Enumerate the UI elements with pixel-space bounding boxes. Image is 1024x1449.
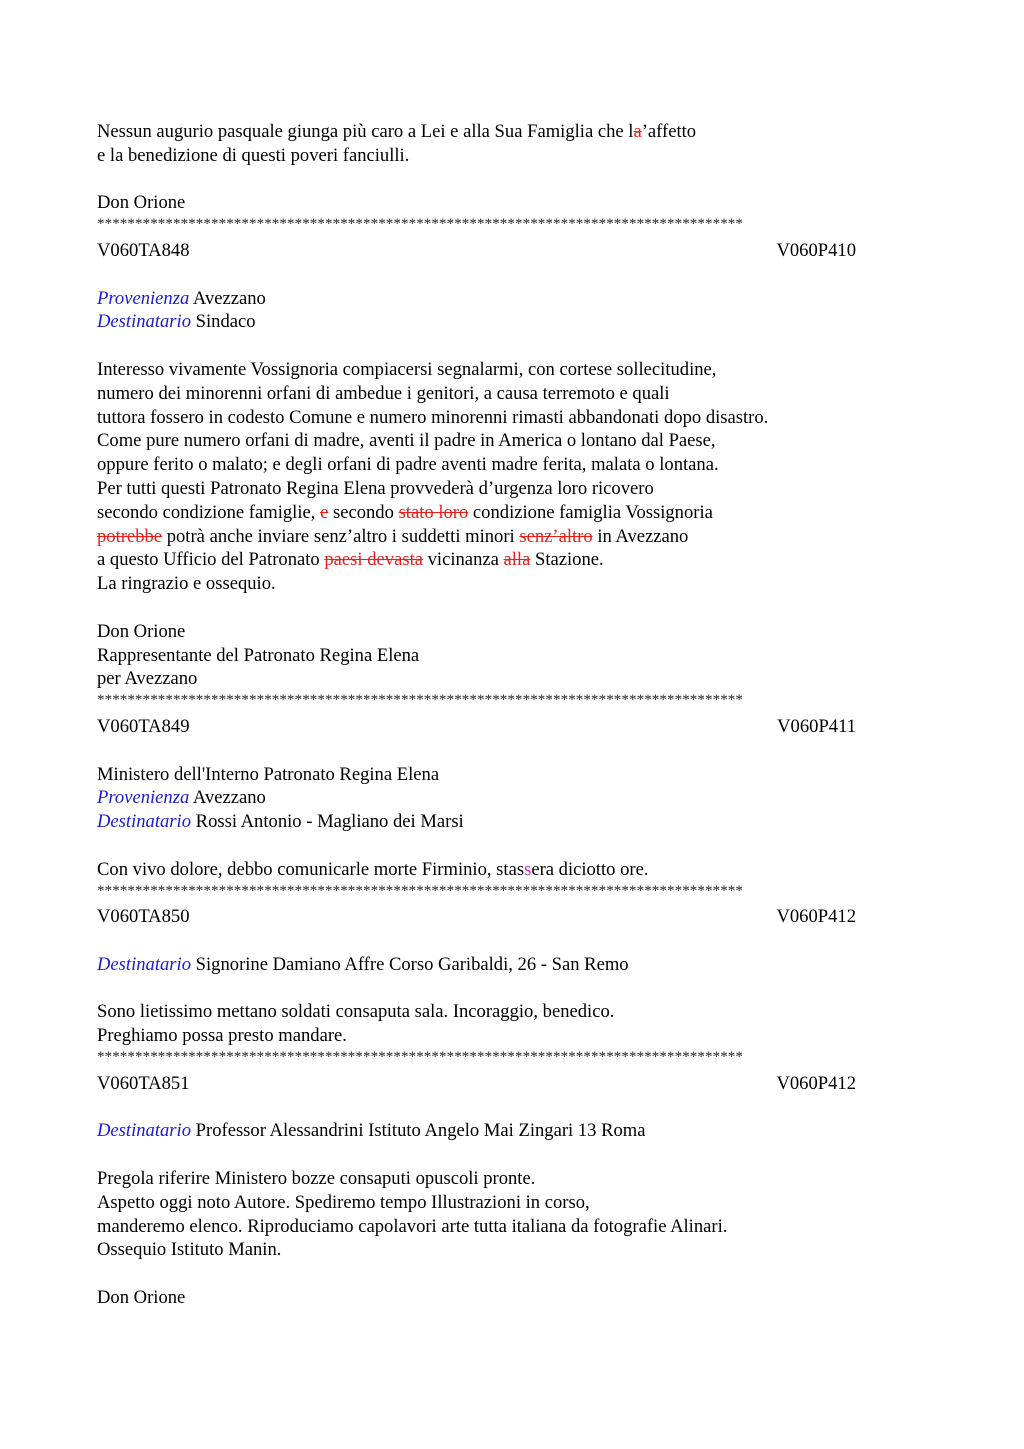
body-line bbox=[97, 548, 937, 572]
deleted-text: a bbox=[633, 121, 642, 142]
text: condizione famiglia Vossignoria bbox=[468, 501, 713, 523]
body-line bbox=[97, 858, 937, 882]
spacer bbox=[97, 168, 937, 192]
body-line: Sono lietissimo mettano soldati consaputa sala. Incoraggio, benedico. bbox=[97, 1001, 615, 1023]
recipient-label: Destinatario bbox=[97, 811, 192, 833]
text: a questo Ufficio del Patronato bbox=[97, 549, 325, 571]
provenance-line bbox=[97, 287, 937, 311]
page-code: V060P412 bbox=[776, 906, 856, 928]
signature-place: per Avezzano bbox=[97, 668, 198, 690]
inserted-text: s bbox=[524, 858, 532, 880]
signature: Don Orione bbox=[97, 1287, 186, 1309]
provenance-line bbox=[97, 786, 937, 810]
separator: ************************************************************************************* bbox=[97, 692, 743, 709]
provenance-label: Provenienza bbox=[97, 287, 190, 309]
body-line: Come pure numero orfani di madre, aventi il padre in America o lontano dal Paese, bbox=[97, 430, 716, 452]
body-line: La ringrazio e ossequio. bbox=[97, 573, 276, 595]
recipient-line bbox=[97, 953, 937, 977]
spacer bbox=[97, 263, 937, 287]
intro-line-2: e la benedizione di questi poveri fanciulli. bbox=[97, 144, 410, 166]
recipient-value: Professor Alessandrini Istituto Angelo Mai Zingari 13 Roma bbox=[195, 1120, 646, 1142]
page-code: V060P410 bbox=[776, 239, 856, 261]
entry-code: V060TA850 bbox=[97, 906, 190, 928]
spacer bbox=[97, 1262, 937, 1286]
recipient-line bbox=[97, 1119, 937, 1143]
text: era diciotto ore. bbox=[531, 858, 649, 880]
spacer bbox=[97, 834, 937, 858]
body-line: Ossequio Istituto Manin. bbox=[97, 1239, 282, 1261]
recipient-value: Signorine Damiano Affre Corso Garibaldi, 26 - San Remo bbox=[195, 953, 629, 975]
text: ’affetto bbox=[641, 121, 697, 142]
intro-line-1 bbox=[97, 120, 937, 144]
body-line: Pregola riferire Ministero bozze consaputi opuscoli pronte. bbox=[97, 1168, 536, 1190]
body-line: Per tutti questi Patronato Regina Elena provvederà d’urgenza loro ricovero bbox=[97, 477, 654, 499]
entry-ref-row bbox=[97, 239, 856, 263]
deleted-text: e bbox=[320, 501, 329, 523]
body-line bbox=[97, 525, 937, 549]
text: Con vivo dolore, debbo comunicarle morte Firminio, stas bbox=[97, 858, 525, 880]
spacer bbox=[97, 929, 937, 953]
body-line: numero dei minorenni orfani di ambedue i genitori, a causa terremoto e quali bbox=[97, 382, 670, 404]
text: Nessun augurio pasquale giunga più caro a Lei e alla Sua Famiglia che l bbox=[97, 121, 634, 142]
deleted-text: potrebbe bbox=[97, 525, 163, 547]
text: in Avezzano bbox=[592, 525, 689, 547]
provenance-value: Avezzano bbox=[192, 787, 266, 809]
separator: ************************************************************************************* bbox=[97, 1049, 743, 1066]
entry-code: V060TA849 bbox=[97, 715, 190, 737]
spacer bbox=[97, 1096, 937, 1120]
body-line: Interesso vivamente Vossignoria compiacersi segnalarmi, con cortese sollecitudine, bbox=[97, 358, 717, 380]
text: secondo bbox=[328, 501, 399, 523]
spacer bbox=[97, 596, 937, 620]
spacer bbox=[97, 977, 937, 1001]
recipient-line bbox=[97, 310, 937, 334]
page-code: V060P411 bbox=[777, 715, 856, 737]
signature-title: Rappresentante del Patronato Regina Elena bbox=[97, 644, 420, 666]
page-code: V060P412 bbox=[776, 1072, 856, 1094]
signature: Don Orione bbox=[97, 620, 186, 642]
spacer bbox=[97, 334, 937, 358]
deleted-text: paesi devasta bbox=[324, 549, 423, 571]
body-line: Aspetto oggi noto Autore. Spediremo tempo Illustrazioni in corso, bbox=[97, 1191, 590, 1213]
intro-signature: Don Orione bbox=[97, 192, 186, 214]
provenance-label: Provenienza bbox=[97, 787, 190, 809]
separator: ************************************************************************************* bbox=[97, 882, 743, 899]
spacer bbox=[97, 739, 937, 763]
entry-ref-row bbox=[97, 905, 856, 929]
recipient-label: Destinatario bbox=[97, 311, 192, 333]
text: vicinanza bbox=[422, 549, 504, 571]
provenance-value: Avezzano bbox=[192, 287, 266, 309]
body-line: Preghiamo possa presto mandare. bbox=[97, 1025, 347, 1047]
recipient-label: Destinatario bbox=[97, 1120, 192, 1142]
body-line: tuttora fossero in codesto Comune e numero minorenni rimasti abbandonati dopo disastro. bbox=[97, 406, 769, 428]
recipient-line bbox=[97, 810, 937, 834]
document-page bbox=[97, 120, 937, 1310]
text: Stazione. bbox=[530, 549, 604, 571]
text: secondo condizione famiglie, bbox=[97, 501, 321, 523]
separator: ************************************************************************************* bbox=[97, 216, 743, 233]
deleted-text: stato loro bbox=[398, 501, 469, 523]
recipient-label: Destinatario bbox=[97, 953, 192, 975]
recipient-value: Sindaco bbox=[195, 311, 256, 333]
spacer bbox=[97, 1143, 937, 1167]
body-line bbox=[97, 501, 937, 525]
deleted-text: senz’altro bbox=[519, 525, 593, 547]
entry-code: V060TA848 bbox=[97, 239, 190, 261]
entry-ref-row bbox=[97, 1072, 856, 1096]
entry-code: V060TA851 bbox=[97, 1072, 190, 1094]
entry-heading: Ministero dell'Interno Patronato Regina Elena bbox=[97, 763, 440, 785]
recipient-value: Rossi Antonio - Magliano dei Marsi bbox=[195, 811, 464, 833]
deleted-text: alla bbox=[503, 549, 531, 571]
entry-ref-row bbox=[97, 715, 856, 739]
body-line: oppure ferito o malato; e degli orfani di padre aventi madre ferita, malata o lontana. bbox=[97, 454, 719, 476]
body-line: manderemo elenco. Riproduciamo capolavori arte tutta italiana da fotografie Alinari. bbox=[97, 1215, 728, 1237]
text: potrà anche inviare senz’altro i suddetti minori bbox=[162, 525, 520, 547]
